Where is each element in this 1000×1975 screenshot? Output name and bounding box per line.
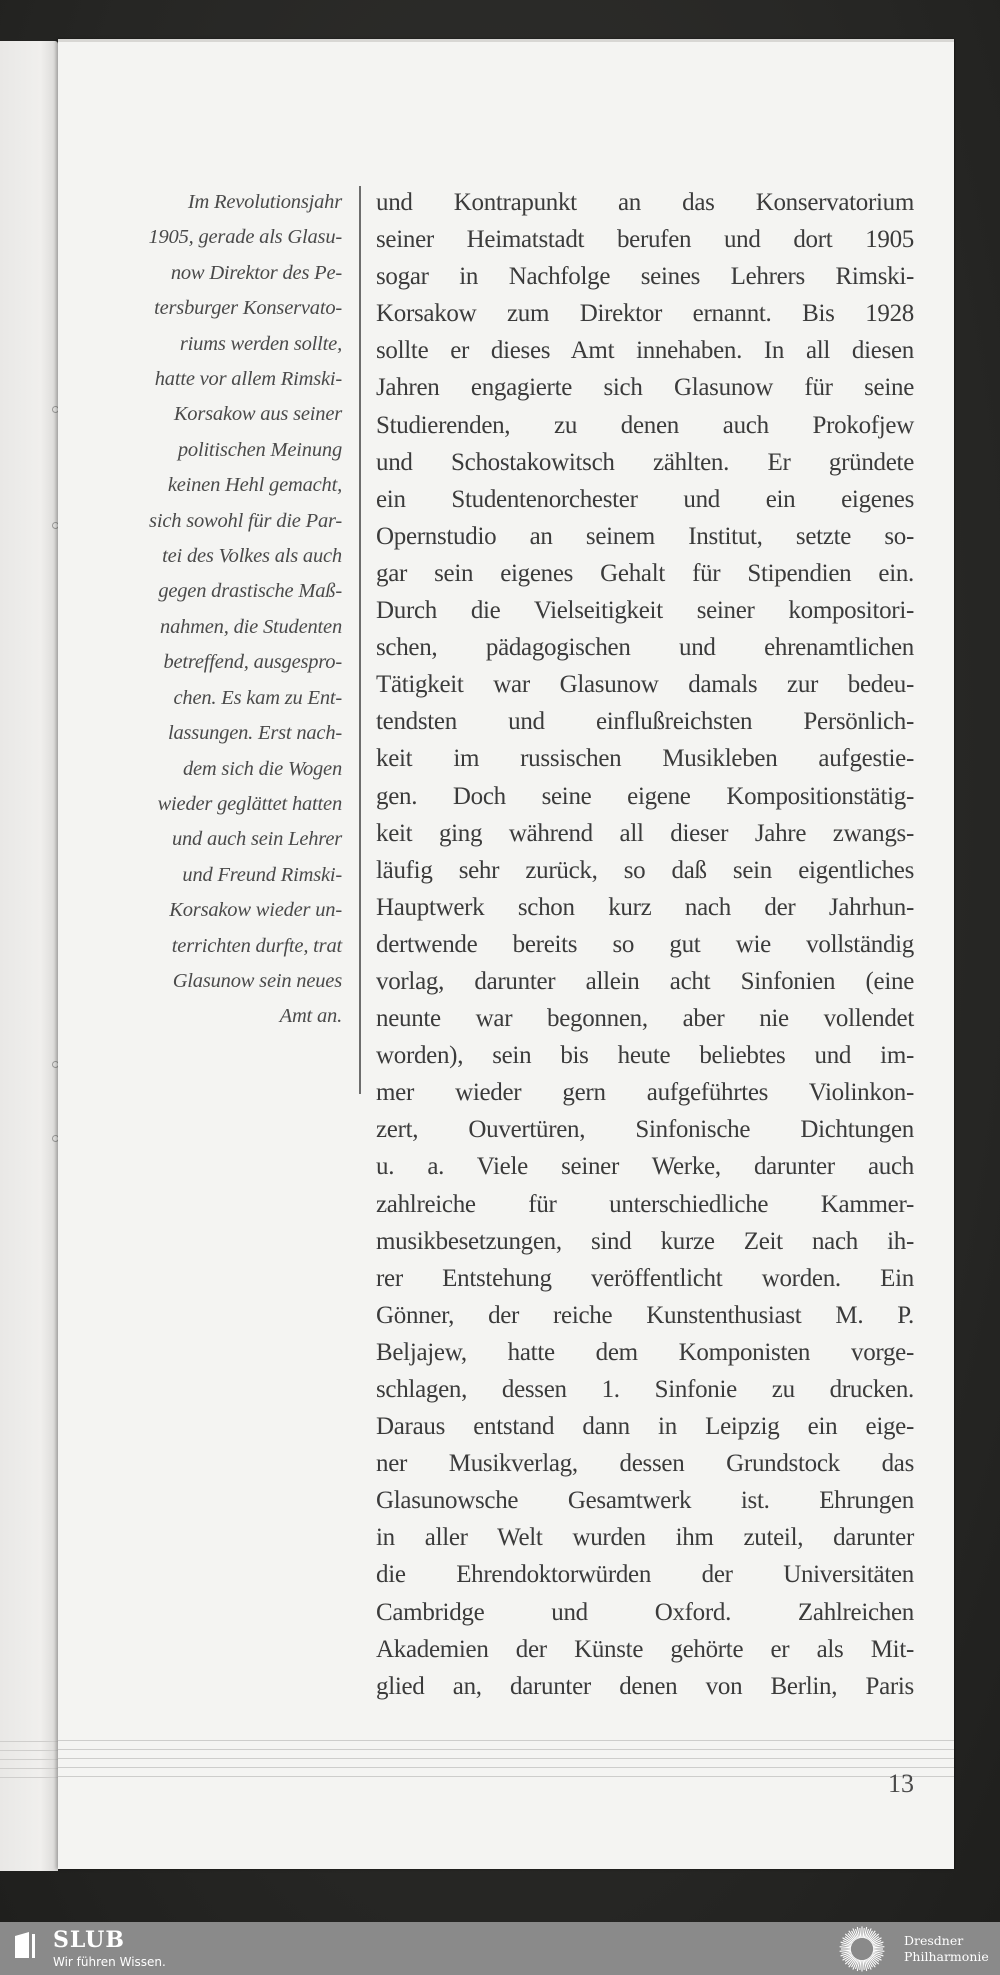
- sidebar-note-line: Korsakow wieder un-: [169, 899, 342, 922]
- sidebar-note-line: tersburger Konservato-: [154, 297, 342, 320]
- body-text-line: keit im russischen Musikleben aufgestie-: [376, 745, 914, 773]
- staff-line: [58, 1758, 954, 1759]
- sidebar-note-line: 1905, gerade als Glasu-: [148, 226, 342, 249]
- staff-line: [0, 1750, 58, 1751]
- staff-line: [58, 1767, 954, 1768]
- page-number: 13: [888, 1769, 914, 1798]
- body-text-line: in aller Welt wurden ihm zuteil, darunter: [376, 1524, 914, 1552]
- sidebar-note-line: gegen drastische Maß-: [158, 580, 342, 603]
- body-text-line: worden), sein bis heute beliebtes und im-: [376, 1042, 914, 1070]
- document-page: [58, 39, 954, 1869]
- facing-page-edge: [0, 41, 58, 1871]
- sidebar-note-line: hatte vor allem Rimski-: [154, 368, 342, 391]
- sidebar-note-line: und auch sein Lehrer: [171, 828, 342, 851]
- sunburst-ray: [860, 1960, 861, 1970]
- philharmonie-name-line1: Dresdner: [904, 1933, 964, 1948]
- footer-bar: [0, 1922, 1000, 1975]
- philharmonie-name-line2: Philharmonie: [904, 1949, 989, 1964]
- body-text-line: rer Entstehung veröffentlicht worden. Ein: [376, 1264, 914, 1292]
- body-text-line: Daraus entstand dann in Leipzig ein eige-: [376, 1413, 914, 1441]
- body-text-line: Studierenden, zu denen auch Prokofjew: [376, 411, 914, 439]
- body-text-line: sogar in Nachfolge seines Lehrers Rimski-: [376, 263, 914, 291]
- staff-line: [0, 1759, 58, 1760]
- body-text-line: Cambridge und Oxford. Zahlreichen: [376, 1598, 914, 1626]
- body-text-line: ner Musikverlag, dessen Grundstock das: [376, 1450, 914, 1478]
- body-text-line: gen. Doch seine eigene Kompositionstätig-: [376, 782, 914, 810]
- staff-line: [0, 1741, 58, 1742]
- body-text-line: Hauptwerk schon kurz nach der Jahrhun-: [376, 893, 914, 921]
- body-text-line: mer wieder gern aufgeführtes Violinkon-: [376, 1079, 914, 1107]
- body-text-line: Korsakow zum Direktor ernannt. Bis 1928: [376, 300, 914, 328]
- philharmonie-name: [904, 1933, 989, 1965]
- sunburst-center: [851, 1938, 873, 1960]
- staff-line: [58, 1740, 954, 1741]
- body-text-line: glied an, darunter denen von Berlin, Paris: [376, 1672, 914, 1700]
- sidebar-note-line: now Direktor des Pe-: [170, 261, 342, 284]
- sunburst-ring-icon: [838, 1926, 886, 1972]
- body-text-line: und Schostakowitsch zählten. Er gründete: [376, 448, 914, 476]
- sidebar-note-line: chen. Es kam zu Ent-: [173, 686, 342, 709]
- body-text-line: gar sein eigenes Gehalt für Stipendien ein.: [376, 559, 914, 587]
- body-text-line: zahlreiche für unterschiedliche Kammer-: [376, 1190, 914, 1218]
- sunburst-ray: [863, 1928, 864, 1938]
- body-text-line: Beljajew, hatte dem Komponisten vorge-: [376, 1338, 914, 1366]
- slub-tagline: Wir führen Wissen.: [53, 1955, 166, 1969]
- sidebar-note-line: tei des Volkes als auch: [162, 545, 342, 568]
- body-text-line: vorlag, darunter allein acht Sinfonien (eine: [376, 967, 914, 995]
- staff-line: [0, 1777, 58, 1778]
- sidebar-note-line: Im Revolutionsjahr: [187, 191, 342, 213]
- sidebar-note: [110, 185, 342, 1035]
- body-text-line: Durch die Vielseitigkeit seiner kompositori-: [376, 597, 914, 625]
- slub-name: SLUB: [53, 1927, 125, 1953]
- body-text-line: u. a. Viele seiner Werke, darunter auch: [376, 1153, 914, 1181]
- column-divider: [359, 186, 361, 1094]
- sidebar-note-line: Glasunow sein neues: [172, 969, 342, 992]
- sidebar-note-line: Amt an.: [279, 1005, 342, 1028]
- body-text-line: Gönner, der reiche Kunstenthusiast M. P.: [376, 1301, 914, 1329]
- body-text-line: seiner Heimatstadt berufen und dort 1905: [376, 226, 914, 254]
- body-text-line: Jahren engagierte sich Glasunow für seine: [376, 374, 914, 402]
- body-text-line: neunte war begonnen, aber nie vollendet: [376, 1005, 914, 1033]
- body-text-line: Tätigkeit war Glasunow damals zur bedeu-: [376, 671, 914, 699]
- sunburst-ray: [860, 1928, 861, 1938]
- sidebar-note-line: und Freund Rimski-: [182, 863, 342, 886]
- body-text-line: läufig sehr zurück, so daß sein eigentliches: [376, 856, 914, 884]
- sidebar-note-line: sich sowohl für die Par-: [149, 509, 342, 532]
- body-text-line: dertwende bereits so gut wie vollständig: [376, 930, 914, 958]
- sidebar-note-line: Korsakow aus seiner: [173, 403, 342, 426]
- sidebar-note-line: wieder geglättet hatten: [157, 792, 342, 815]
- sidebar-note-line: lassungen. Erst nach-: [167, 722, 342, 745]
- staff-line: [58, 1749, 954, 1750]
- sidebar-note-line: nahmen, die Studenten: [160, 615, 342, 638]
- staff-line: [0, 1768, 58, 1769]
- staff-line: [58, 1776, 954, 1777]
- body-text-line: Glasunowsche Gesamtwerk ist. Ehrungen: [376, 1487, 914, 1515]
- sidebar-note-line: politischen Meinung: [177, 438, 342, 461]
- sidebar-note-line: keinen Hehl gemacht,: [167, 474, 342, 497]
- body-text-line: schlagen, dessen 1. Sinfonie zu drucken.: [376, 1376, 914, 1403]
- sidebar-note-line: dem sich die Wogen: [182, 757, 342, 780]
- body-text-line: zert, Ouvertüren, Sinfonische Dichtungen: [376, 1116, 914, 1144]
- body-text-line: die Ehrendoktorwürden der Universitäten: [376, 1561, 914, 1589]
- body-text-line: Akademien der Künste gehörte er als Mit-: [376, 1635, 914, 1663]
- body-text-line: schen, pädagogischen und ehrenamtlichen: [376, 634, 914, 662]
- body-text-line: ein Studentenorchester und ein eigenes: [376, 485, 914, 513]
- body-text: [376, 184, 914, 1705]
- body-text-line: sollte er dieses Amt innehaben. In all diesen: [376, 337, 914, 365]
- body-text-line: tendsten und einflußreichsten Persönlich-: [376, 708, 914, 736]
- body-text-line: Opernstudio an seinem Institut, setzte so-: [376, 522, 914, 550]
- body-text-line: musikbesetzungen, sind kurze Zeit nach ih-: [376, 1227, 914, 1255]
- body-text-line: keit ging während all dieser Jahre zwangs-: [376, 819, 914, 847]
- sidebar-note-line: betreffend, ausgespro-: [163, 651, 342, 674]
- body-text-line: und Kontrapunkt an das Konservatorium: [376, 189, 914, 216]
- sidebar-note-line: riums werden sollte,: [179, 332, 342, 355]
- book-icon: [13, 1930, 39, 1960]
- sidebar-note-line: terrichten durfte, trat: [171, 934, 342, 957]
- sunburst-ray: [863, 1960, 864, 1970]
